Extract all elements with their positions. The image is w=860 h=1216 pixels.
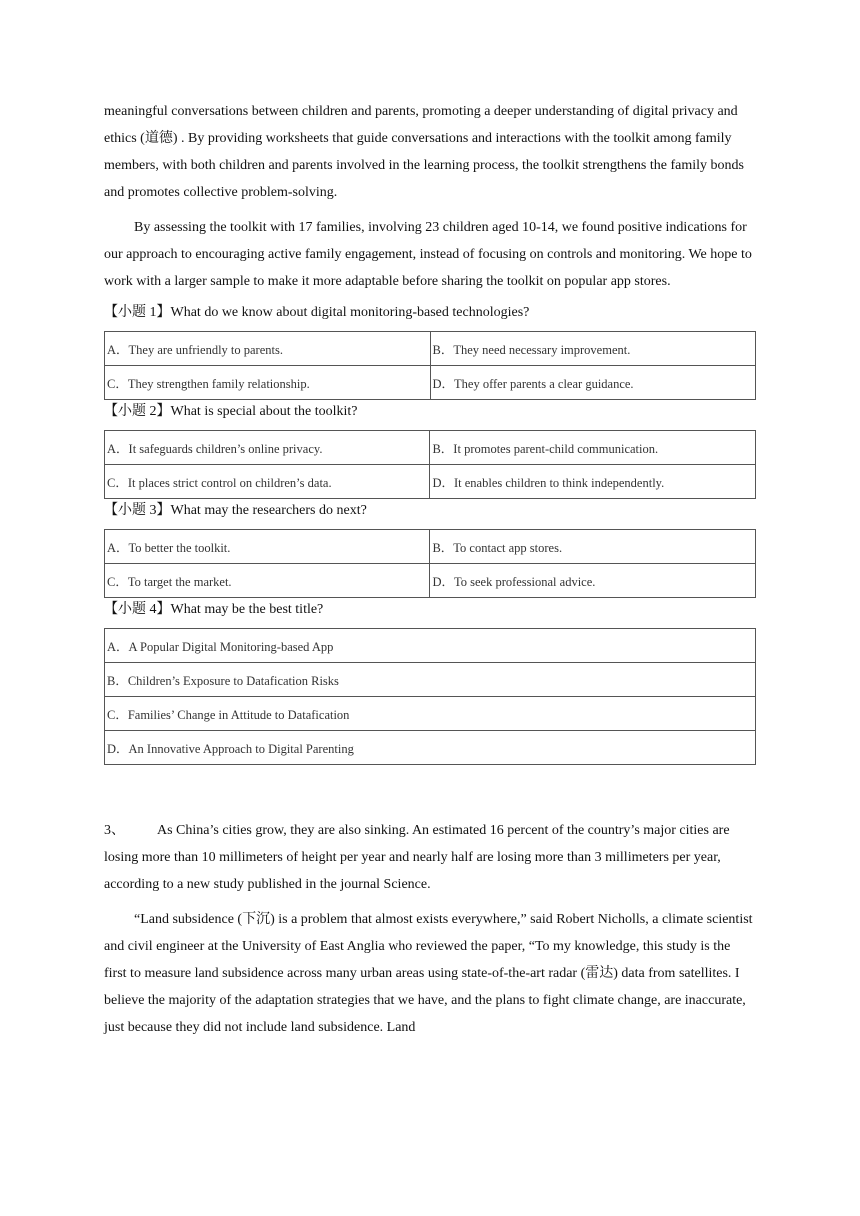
question-3-options	[104, 529, 756, 598]
question-4-label: 【小题 4】What may be the best title?	[104, 602, 324, 617]
option-a[interactable]: A．To better the toolkit.	[105, 530, 430, 564]
option-c[interactable]: C．Families’ Change in Attitude to Datafication	[105, 697, 756, 731]
option-c[interactable]: C．They strengthen family relationship.	[105, 366, 431, 400]
option-b[interactable]: B．They need necessary improvement.	[430, 332, 756, 366]
question-1-label: 【小题 1】What do we know about digital monitoring-based technologies?	[104, 305, 530, 320]
passage2-paragraph-2: By assessing the toolkit with 17 families, involving 23 children aged 10-14, we found positive indications for our approach to encouraging active family engagement, instead of focusing on controls and monitoring. We hope to work with a larger sample to make it more adaptable before sharing the toolkit on popular app stores.	[104, 220, 752, 289]
option-c[interactable]: C．To target the market.	[105, 564, 430, 598]
option-c[interactable]: C．It places strict control on children’s data.	[105, 465, 430, 499]
question-4-options	[104, 628, 756, 765]
question-2-options	[104, 430, 756, 499]
question-3-label: 【小题 3】What may the researchers do next?	[104, 503, 367, 518]
document-page	[104, 98, 756, 1041]
option-b[interactable]: B．To contact app stores.	[430, 530, 756, 564]
option-d[interactable]: D．An Innovative Approach to Digital Parenting	[105, 731, 756, 765]
passage3-paragraph-1	[104, 817, 756, 898]
option-a[interactable]: A．They are unfriendly to parents.	[105, 332, 431, 366]
passage-number: 3、	[104, 823, 125, 838]
option-d[interactable]: D．They offer parents a clear guidance.	[430, 366, 756, 400]
option-a[interactable]: A．It safeguards children’s online privacy.	[105, 431, 430, 465]
option-a[interactable]: A．A Popular Digital Monitoring-based App	[105, 629, 756, 663]
question-2-label: 【小题 2】What is special about the toolkit?	[104, 404, 358, 419]
passage3-paragraph-1-text: As China’s cities grow, they are also sinking. An estimated 16 percent of the country’s major cities are losing more than 10 millimeters of height per year and nearly half are losing more than 3 millimeters per year, according to a new study published in the journal Science.	[104, 823, 730, 892]
option-d[interactable]: D．To seek professional advice.	[430, 564, 756, 598]
passage2-paragraph-1: meaningful conversations between children and parents, promoting a deeper understanding of digital privacy and ethics (道德) . By providing worksheets that guide conversations and interactions with the toolkit among family members, with both children and parents involved in the learning process, the toolkit strengthens the family bonds and promotes collective problem-solving.	[104, 104, 744, 200]
option-b[interactable]: B．Children’s Exposure to Datafication Risks	[105, 663, 756, 697]
question-1-options	[104, 331, 756, 400]
option-d[interactable]: D．It enables children to think independently.	[430, 465, 756, 499]
passage3-paragraph-2: “Land subsidence (下沉) is a problem that almost exists everywhere,” said Robert Nicholls, a climate scientist and civil engineer at the University of East Anglia who reviewed the paper, “To my knowledge, this study is the first to measure land subsidence across many urban areas using state-of-the-art radar (雷达) data from satellites. I believe the majority of the adaptation strategies that we have, and the plans to fight climate change, are inaccurate, just because they did not include land subsidence. Land	[104, 912, 753, 1035]
option-b[interactable]: B．It promotes parent-child communication.	[430, 431, 756, 465]
